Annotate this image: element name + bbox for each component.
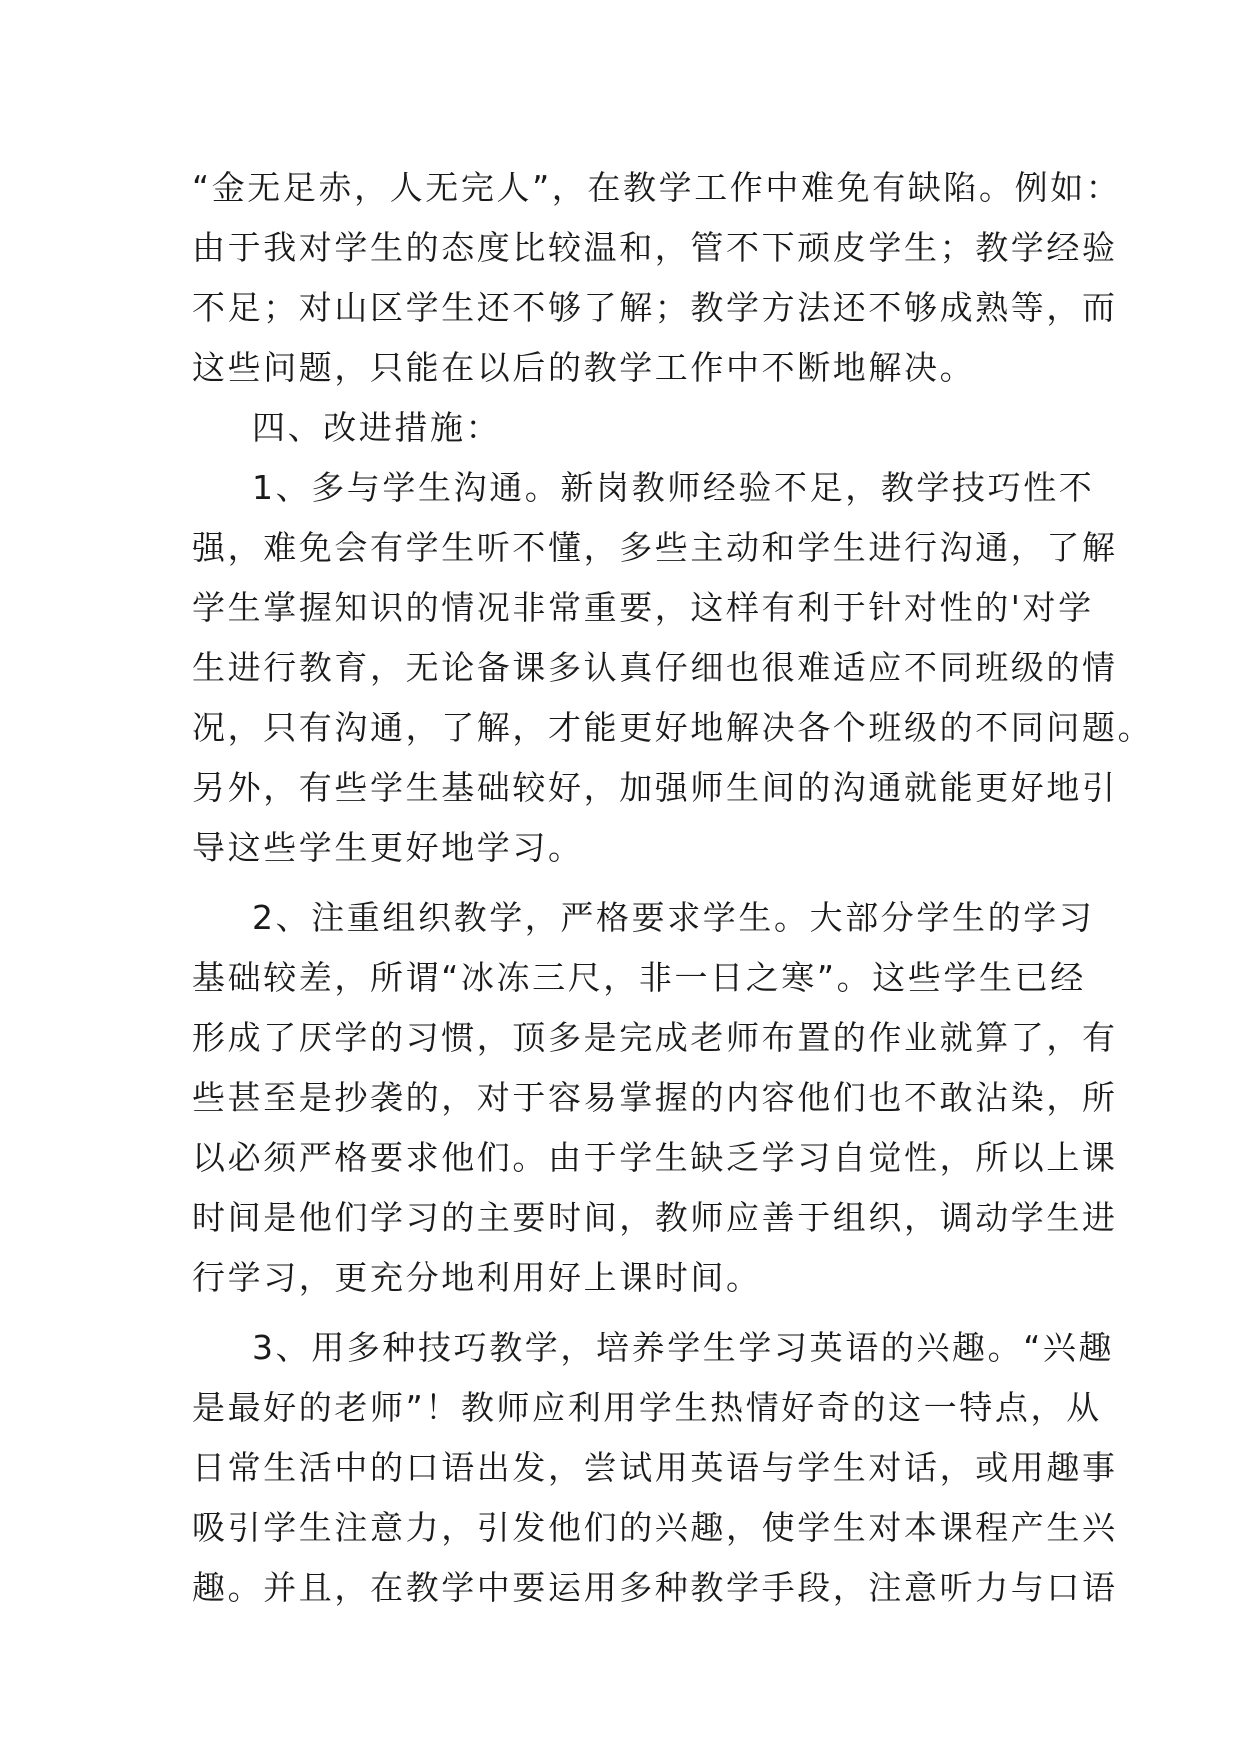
text-line: 趣。并且，在教学中要运用多种教学手段，注意听力与口语 bbox=[192, 1568, 1118, 1607]
text-line: 是最好的老师”！教师应利用学生热情好奇的这一特点，从 bbox=[192, 1388, 1102, 1427]
text-line: 行学习，更充分地利用好上课时间。 bbox=[192, 1258, 762, 1297]
text-line: 这些问题，只能在以后的教学工作中不断地解决。 bbox=[192, 348, 976, 387]
text-line: 不足；对山区学生还不够了解；教学方法还不够成熟等，而 bbox=[192, 288, 1118, 327]
text-line: 些甚至是抄袭的，对于容易掌握的内容他们也不敢沾染，所 bbox=[192, 1078, 1118, 1117]
text-line: 1、多与学生沟通。新岗教师经验不足，教学技巧性不 bbox=[252, 468, 1095, 507]
text-line: 学生掌握知识的情况非常重要，这样有利于针对性的'对学 bbox=[192, 588, 1094, 627]
text-line: 导这些学生更好地学习。 bbox=[192, 828, 584, 867]
text-line: 基础较差，所谓“冰冻三尺，非一日之寒”。这些学生已经 bbox=[192, 958, 1086, 997]
text-line: 2、注重组织教学，严格要求学生。大部分学生的学习 bbox=[252, 898, 1095, 937]
text-line: 生进行教育，无论备课多认真仔细也很难适应不同班级的情 bbox=[192, 648, 1118, 687]
text-line: “金无足赤，人无完人”，在教学工作中难免有缺陷。例如： bbox=[192, 168, 1122, 207]
text-line: 由于我对学生的态度比较温和，管不下顽皮学生；教学经验 bbox=[192, 228, 1118, 267]
text-line: 形成了厌学的习惯，顶多是完成老师布置的作业就算了，有 bbox=[192, 1018, 1118, 1057]
text-line: 日常生活中的口语出发，尝试用英语与学生对话，或用趣事 bbox=[192, 1448, 1118, 1487]
text-line: 以必须严格要求他们。由于学生缺乏学习自觉性，所以上课 bbox=[192, 1138, 1118, 1177]
text-line: 况，只有沟通，了解，才能更好地解决各个班级的不同问题。 bbox=[192, 708, 1154, 747]
text-line: 另外，有些学生基础较好，加强师生间的沟通就能更好地引 bbox=[192, 768, 1118, 807]
text-line: 吸引学生注意力，引发他们的兴趣，使学生对本课程产生兴 bbox=[192, 1508, 1118, 1547]
text-line: 3、用多种技巧教学，培养学生学习英语的兴趣。“兴趣 bbox=[252, 1328, 1115, 1367]
text-line: 强，难免会有学生听不懂，多些主动和学生进行沟通，了解 bbox=[192, 528, 1118, 567]
section-heading: 四、改进措施： bbox=[252, 408, 502, 447]
text-line: 时间是他们学习的主要时间，教师应善于组织，调动学生进 bbox=[192, 1198, 1118, 1237]
